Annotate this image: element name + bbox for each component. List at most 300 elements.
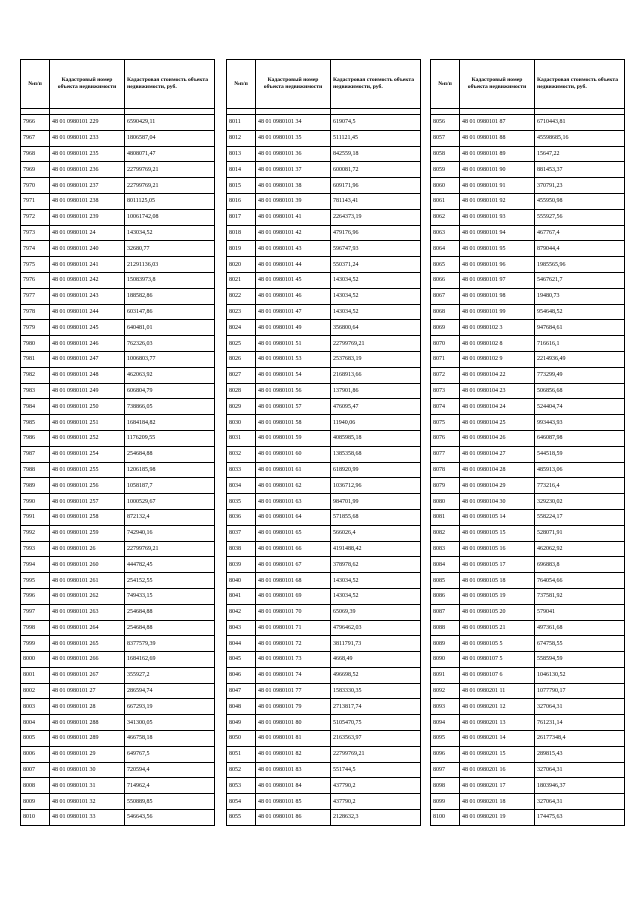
cell-cadastral-number: 48 01 0980104 22 bbox=[460, 367, 535, 383]
table-row bbox=[21, 794, 215, 810]
cell-cadastral-value: 254684,88 bbox=[125, 446, 215, 462]
cell-cadastral-number: 48 01 0980104 30 bbox=[460, 494, 535, 510]
cell-num: 8019 bbox=[227, 241, 256, 257]
cell-num: 8057 bbox=[431, 130, 460, 146]
cell-cadastral-value: 737581,92 bbox=[535, 588, 625, 604]
cell-num: 7975 bbox=[21, 257, 50, 273]
cell-cadastral-value: 497361,68 bbox=[535, 620, 625, 636]
cell-num: 8068 bbox=[431, 304, 460, 320]
cell-cadastral-value: 65069,39 bbox=[331, 604, 421, 620]
cell-cadastral-value: 714962,4 bbox=[125, 778, 215, 794]
cell-num: 7987 bbox=[21, 446, 50, 462]
cell-num: 8065 bbox=[431, 257, 460, 273]
cell-cadastral-value: 4668,49 bbox=[331, 652, 421, 668]
cell-cadastral-value: 8011125,05 bbox=[125, 193, 215, 209]
cell-num: 8039 bbox=[227, 557, 256, 573]
table-row bbox=[431, 509, 625, 525]
table-row bbox=[21, 225, 215, 241]
cell-num: 8080 bbox=[431, 494, 460, 510]
table-row bbox=[227, 699, 421, 715]
cell-cadastral-number: 48 01 0980201 16 bbox=[460, 762, 535, 778]
cell-cadastral-number: 48 01 0980101 80 bbox=[256, 715, 331, 731]
table-row bbox=[21, 699, 215, 715]
cell-cadastral-value: 2537683,19 bbox=[331, 351, 421, 367]
cell-cadastral-value: 720594,4 bbox=[125, 762, 215, 778]
cell-cadastral-number: 48 01 0980101 60 bbox=[256, 446, 331, 462]
header-value: Кадастровая стоимость объекта недвижимости, руб. bbox=[331, 60, 421, 109]
cell-cadastral-number: 48 01 0980101 30 bbox=[50, 762, 125, 778]
cell-cadastral-number: 48 01 0980101 53 bbox=[256, 351, 331, 367]
cell-num: 8018 bbox=[227, 225, 256, 241]
cell-cadastral-value: 781143,41 bbox=[331, 193, 421, 209]
table-row bbox=[227, 446, 421, 462]
cell-num: 8022 bbox=[227, 288, 256, 304]
cell-cadastral-number: 48 01 0980101 238 bbox=[50, 193, 125, 209]
table-row bbox=[21, 588, 215, 604]
cell-cadastral-number: 48 01 0980107 5 bbox=[460, 652, 535, 668]
cell-num: 8059 bbox=[431, 162, 460, 178]
cell-cadastral-value: 1077790,17 bbox=[535, 683, 625, 699]
table-row bbox=[431, 525, 625, 541]
cell-num: 8087 bbox=[431, 604, 460, 620]
header-num: №п/п bbox=[21, 60, 50, 109]
cell-num: 8067 bbox=[431, 288, 460, 304]
cell-num: 8097 bbox=[431, 762, 460, 778]
cell-cadastral-number: 48 01 0980101 49 bbox=[256, 320, 331, 336]
table-row bbox=[227, 430, 421, 446]
table-row bbox=[431, 762, 625, 778]
cell-cadastral-number: 48 01 0980101 239 bbox=[50, 209, 125, 225]
cell-cadastral-number: 48 01 0980101 68 bbox=[256, 573, 331, 589]
cell-cadastral-value: 579041 bbox=[535, 604, 625, 620]
table-row bbox=[431, 462, 625, 478]
cell-num: 8049 bbox=[227, 715, 256, 731]
cell-cadastral-number: 48 01 0980101 266 bbox=[50, 652, 125, 668]
cell-num: 8061 bbox=[431, 193, 460, 209]
table-row bbox=[21, 193, 215, 209]
cell-cadastral-value: 2713817,74 bbox=[331, 699, 421, 715]
cell-cadastral-value: 289815,43 bbox=[535, 746, 625, 762]
table-row bbox=[227, 604, 421, 620]
cell-num: 7984 bbox=[21, 399, 50, 415]
cell-cadastral-value: 558594,59 bbox=[535, 652, 625, 668]
table-row bbox=[227, 762, 421, 778]
cell-cadastral-value: 1583330,35 bbox=[331, 683, 421, 699]
cell-cadastral-value: 1176209,55 bbox=[125, 430, 215, 446]
cell-cadastral-number: 48 01 0980101 90 bbox=[460, 162, 535, 178]
cell-cadastral-number: 48 01 0980101 83 bbox=[256, 762, 331, 778]
cell-cadastral-value: 619074,5 bbox=[331, 115, 421, 131]
table-row bbox=[21, 146, 215, 162]
cell-num: 8044 bbox=[227, 636, 256, 652]
table-row bbox=[431, 272, 625, 288]
cell-cadastral-value: 1206185,98 bbox=[125, 462, 215, 478]
cell-cadastral-value: 437790,2 bbox=[331, 794, 421, 810]
table-row bbox=[21, 557, 215, 573]
cell-cadastral-number: 48 01 0980104 27 bbox=[460, 446, 535, 462]
cell-cadastral-value: 842559,18 bbox=[331, 146, 421, 162]
cell-cadastral-number: 48 01 0980101 97 bbox=[460, 272, 535, 288]
table-row bbox=[431, 810, 625, 826]
cell-cadastral-number: 48 01 0980101 56 bbox=[256, 383, 331, 399]
table-row bbox=[431, 478, 625, 494]
cell-cadastral-value: 558224,17 bbox=[535, 509, 625, 525]
cell-cadastral-number: 48 01 0980101 265 bbox=[50, 636, 125, 652]
cell-cadastral-number: 48 01 0980101 255 bbox=[50, 462, 125, 478]
cell-cadastral-number: 48 01 0980101 242 bbox=[50, 272, 125, 288]
cell-cadastral-value: 4085985,18 bbox=[331, 430, 421, 446]
cell-num: 7968 bbox=[21, 146, 50, 162]
cell-num: 8040 bbox=[227, 573, 256, 589]
cell-cadastral-value: 479176,96 bbox=[331, 225, 421, 241]
cell-num: 8088 bbox=[431, 620, 460, 636]
table-row bbox=[227, 494, 421, 510]
table-row bbox=[431, 399, 625, 415]
cell-num: 8089 bbox=[431, 636, 460, 652]
table-row bbox=[21, 778, 215, 794]
cell-num: 8031 bbox=[227, 430, 256, 446]
cell-cadastral-value: 355927,2 bbox=[125, 667, 215, 683]
cell-num: 8073 bbox=[431, 383, 460, 399]
cell-num: 8013 bbox=[227, 146, 256, 162]
table-row bbox=[21, 636, 215, 652]
cell-num: 8062 bbox=[431, 209, 460, 225]
table-row bbox=[227, 509, 421, 525]
cell-num: 7992 bbox=[21, 525, 50, 541]
cell-cadastral-number: 48 01 0980101 26 bbox=[50, 541, 125, 557]
cell-num: 7969 bbox=[21, 162, 50, 178]
cell-cadastral-number: 48 01 0980101 31 bbox=[50, 778, 125, 794]
cell-cadastral-value: 462063,92 bbox=[125, 367, 215, 383]
cell-cadastral-value: 1803946,37 bbox=[535, 778, 625, 794]
cell-cadastral-number: 48 01 0980101 251 bbox=[50, 415, 125, 431]
cell-cadastral-number: 48 01 0980102 8 bbox=[460, 336, 535, 352]
cell-cadastral-number: 48 01 0980101 96 bbox=[460, 257, 535, 273]
cell-cadastral-value: 993443,93 bbox=[535, 415, 625, 431]
cell-num: 7978 bbox=[21, 304, 50, 320]
cell-num: 8078 bbox=[431, 462, 460, 478]
cell-cadastral-value: 1806587,04 bbox=[125, 130, 215, 146]
table-row bbox=[21, 509, 215, 525]
cell-cadastral-number: 48 01 0980105 19 bbox=[460, 588, 535, 604]
cell-num: 7994 bbox=[21, 557, 50, 573]
table-row bbox=[227, 541, 421, 557]
cell-num: 7971 bbox=[21, 193, 50, 209]
cell-cadastral-value: 462062,92 bbox=[535, 541, 625, 557]
cell-cadastral-value: 879044,4 bbox=[535, 241, 625, 257]
cell-num: 7988 bbox=[21, 462, 50, 478]
cell-cadastral-number: 48 01 0980105 17 bbox=[460, 557, 535, 573]
cell-cadastral-number: 48 01 0980101 93 bbox=[460, 209, 535, 225]
cell-cadastral-value: 511121,45 bbox=[331, 130, 421, 146]
cell-num: 8100 bbox=[431, 810, 460, 826]
cell-cadastral-value: 872132,4 bbox=[125, 509, 215, 525]
cell-num: 8098 bbox=[431, 778, 460, 794]
table-row bbox=[227, 383, 421, 399]
cell-num: 8054 bbox=[227, 794, 256, 810]
cell-cadastral-number: 48 01 0980101 65 bbox=[256, 525, 331, 541]
cell-cadastral-value: 773216,4 bbox=[535, 478, 625, 494]
cell-cadastral-number: 48 01 0980104 24 bbox=[460, 399, 535, 415]
cell-cadastral-value: 143034,52 bbox=[125, 225, 215, 241]
table-row bbox=[431, 573, 625, 589]
table-row bbox=[431, 683, 625, 699]
cell-cadastral-number: 48 01 0980105 5 bbox=[460, 636, 535, 652]
cell-cadastral-number: 48 01 0980105 18 bbox=[460, 573, 535, 589]
table-row bbox=[431, 699, 625, 715]
cell-cadastral-number: 48 01 0980101 243 bbox=[50, 288, 125, 304]
header-num: №п/п bbox=[431, 60, 460, 109]
table-row bbox=[431, 367, 625, 383]
table-row bbox=[21, 257, 215, 273]
table-row bbox=[21, 525, 215, 541]
cell-num: 7980 bbox=[21, 336, 50, 352]
cell-cadastral-number: 48 01 0980101 35 bbox=[256, 130, 331, 146]
table-row bbox=[431, 178, 625, 194]
cell-cadastral-value: 254152,55 bbox=[125, 573, 215, 589]
cell-cadastral-number: 48 01 0980101 73 bbox=[256, 652, 331, 668]
cell-cadastral-value: 1036712,96 bbox=[331, 478, 421, 494]
cell-cadastral-number: 48 01 0980101 79 bbox=[256, 699, 331, 715]
cell-cadastral-number: 48 01 0980201 11 bbox=[460, 683, 535, 699]
cell-cadastral-value: 571855,68 bbox=[331, 509, 421, 525]
cell-num: 8092 bbox=[431, 683, 460, 699]
cell-num: 8005 bbox=[21, 731, 50, 747]
table-row bbox=[21, 241, 215, 257]
cell-cadastral-value: 1684184,82 bbox=[125, 415, 215, 431]
cell-num: 8081 bbox=[431, 509, 460, 525]
table-row bbox=[431, 130, 625, 146]
cell-cadastral-number: 48 01 0980101 98 bbox=[460, 288, 535, 304]
cell-cadastral-number: 48 01 0980101 72 bbox=[256, 636, 331, 652]
cell-cadastral-number: 48 01 0980101 254 bbox=[50, 446, 125, 462]
table-row bbox=[21, 115, 215, 131]
cell-cadastral-value: 2163563,97 bbox=[331, 731, 421, 747]
cell-cadastral-value: 496698,52 bbox=[331, 667, 421, 683]
cell-cadastral-value: 466758,18 bbox=[125, 731, 215, 747]
cell-cadastral-number: 48 01 0980201 18 bbox=[460, 794, 535, 810]
cell-num: 7966 bbox=[21, 115, 50, 131]
cell-cadastral-number: 48 01 0980101 77 bbox=[256, 683, 331, 699]
cell-cadastral-number: 48 01 0980101 246 bbox=[50, 336, 125, 352]
cell-cadastral-number: 48 01 0980101 47 bbox=[256, 304, 331, 320]
table-row bbox=[21, 573, 215, 589]
cell-num: 7967 bbox=[21, 130, 50, 146]
cell-num: 8032 bbox=[227, 446, 256, 462]
cell-cadastral-number: 48 01 0980101 33 bbox=[50, 810, 125, 826]
table-row bbox=[227, 336, 421, 352]
table-row bbox=[227, 272, 421, 288]
table-row bbox=[227, 636, 421, 652]
cell-cadastral-number: 48 01 0980101 59 bbox=[256, 430, 331, 446]
header-cadastral: Кадастровый номер объекта недвижимости bbox=[50, 60, 125, 109]
table-row bbox=[227, 620, 421, 636]
table-row bbox=[431, 304, 625, 320]
cell-num: 7970 bbox=[21, 178, 50, 194]
table-row bbox=[227, 225, 421, 241]
cell-num: 8085 bbox=[431, 573, 460, 589]
cell-cadastral-number: 48 01 0980101 74 bbox=[256, 667, 331, 683]
cell-num: 8001 bbox=[21, 667, 50, 683]
table-row bbox=[227, 257, 421, 273]
cell-cadastral-value: 22799769,21 bbox=[125, 178, 215, 194]
table-row bbox=[431, 541, 625, 557]
cell-cadastral-number: 48 01 0980101 70 bbox=[256, 604, 331, 620]
cell-cadastral-value: 467767,4 bbox=[535, 225, 625, 241]
cell-num: 8093 bbox=[431, 699, 460, 715]
cell-cadastral-number: 48 01 0980101 252 bbox=[50, 430, 125, 446]
cell-cadastral-value: 618920,99 bbox=[331, 462, 421, 478]
table-row bbox=[21, 304, 215, 320]
cell-num: 7997 bbox=[21, 604, 50, 620]
cell-cadastral-number: 48 01 0980101 67 bbox=[256, 557, 331, 573]
cell-cadastral-number: 48 01 0980101 260 bbox=[50, 557, 125, 573]
cell-cadastral-value: 596747,93 bbox=[331, 241, 421, 257]
cell-num: 7982 bbox=[21, 367, 50, 383]
cell-num: 8002 bbox=[21, 683, 50, 699]
cell-num: 8066 bbox=[431, 272, 460, 288]
cell-cadastral-value: 485913,06 bbox=[535, 462, 625, 478]
cell-num: 8029 bbox=[227, 399, 256, 415]
cell-cadastral-number: 48 01 0980101 43 bbox=[256, 241, 331, 257]
cell-cadastral-value: 444782,45 bbox=[125, 557, 215, 573]
cell-cadastral-value: 45598685,16 bbox=[535, 130, 625, 146]
cell-cadastral-value: 3811791,73 bbox=[331, 636, 421, 652]
table-row bbox=[21, 604, 215, 620]
table-row bbox=[431, 604, 625, 620]
cell-cadastral-number: 48 01 0980101 267 bbox=[50, 667, 125, 683]
cell-cadastral-number: 48 01 0980101 84 bbox=[256, 778, 331, 794]
cell-cadastral-value: 550371,24 bbox=[331, 257, 421, 273]
cell-cadastral-value: 674758,55 bbox=[535, 636, 625, 652]
table-row bbox=[227, 146, 421, 162]
table-row bbox=[21, 320, 215, 336]
cell-cadastral-value: 143034,52 bbox=[331, 272, 421, 288]
table-row bbox=[21, 683, 215, 699]
table-row bbox=[431, 241, 625, 257]
cell-num: 8030 bbox=[227, 415, 256, 431]
cell-cadastral-number: 48 01 0980101 54 bbox=[256, 367, 331, 383]
cell-num: 7977 bbox=[21, 288, 50, 304]
cell-cadastral-number: 48 01 0980201 12 bbox=[460, 699, 535, 715]
cell-cadastral-value: 455950,98 bbox=[535, 193, 625, 209]
cell-cadastral-number: 48 01 0980105 16 bbox=[460, 541, 535, 557]
cell-cadastral-number: 48 01 0980101 32 bbox=[50, 794, 125, 810]
cell-cadastral-number: 48 01 0980105 21 bbox=[460, 620, 535, 636]
cell-num: 8046 bbox=[227, 667, 256, 683]
cell-num: 7985 bbox=[21, 415, 50, 431]
cell-num: 8084 bbox=[431, 557, 460, 573]
cell-cadastral-number: 48 01 0980101 240 bbox=[50, 241, 125, 257]
cell-num: 8064 bbox=[431, 241, 460, 257]
table-row bbox=[227, 573, 421, 589]
cell-num: 8014 bbox=[227, 162, 256, 178]
table-row bbox=[227, 304, 421, 320]
cell-cadastral-value: 1006803,77 bbox=[125, 351, 215, 367]
table-row bbox=[227, 652, 421, 668]
table-row bbox=[21, 810, 215, 826]
table-row bbox=[227, 130, 421, 146]
cell-cadastral-value: 551744,5 bbox=[331, 762, 421, 778]
cell-cadastral-number: 48 01 0980101 71 bbox=[256, 620, 331, 636]
cell-num: 8071 bbox=[431, 351, 460, 367]
table-row bbox=[431, 778, 625, 794]
cell-num: 8023 bbox=[227, 304, 256, 320]
table-row bbox=[21, 415, 215, 431]
cell-cadastral-value: 11940,06 bbox=[331, 415, 421, 431]
cell-cadastral-number: 48 01 0980101 244 bbox=[50, 304, 125, 320]
cell-cadastral-value: 327064,31 bbox=[535, 699, 625, 715]
cell-cadastral-value: 143034,52 bbox=[331, 588, 421, 604]
header-num: №п/п bbox=[227, 60, 256, 109]
cell-cadastral-value: 137901,86 bbox=[331, 383, 421, 399]
cell-cadastral-number: 48 01 0980104 25 bbox=[460, 415, 535, 431]
table-row bbox=[227, 794, 421, 810]
cell-num: 8026 bbox=[227, 351, 256, 367]
table-row bbox=[21, 351, 215, 367]
cell-num: 8053 bbox=[227, 778, 256, 794]
table-row bbox=[431, 415, 625, 431]
cell-cadastral-value: 10061742,08 bbox=[125, 209, 215, 225]
table-row bbox=[227, 367, 421, 383]
cell-cadastral-number: 48 01 0980101 257 bbox=[50, 494, 125, 510]
table-row bbox=[227, 557, 421, 573]
cell-cadastral-number: 48 01 0980101 261 bbox=[50, 573, 125, 589]
table-row bbox=[227, 746, 421, 762]
cell-num: 7981 bbox=[21, 351, 50, 367]
table-row bbox=[431, 351, 625, 367]
cell-num: 8055 bbox=[227, 810, 256, 826]
cell-cadastral-number: 48 01 0980101 29 bbox=[50, 746, 125, 762]
table-row bbox=[21, 430, 215, 446]
table-row bbox=[431, 336, 625, 352]
cell-cadastral-value: 609171,96 bbox=[331, 178, 421, 194]
table-row bbox=[21, 130, 215, 146]
cell-cadastral-value: 4191488,42 bbox=[331, 541, 421, 557]
cell-cadastral-number: 48 01 0980101 37 bbox=[256, 162, 331, 178]
cell-cadastral-number: 48 01 0980101 27 bbox=[50, 683, 125, 699]
table-row bbox=[21, 746, 215, 762]
cell-cadastral-value: 476095,47 bbox=[331, 399, 421, 415]
table-row bbox=[431, 430, 625, 446]
cell-cadastral-number: 48 01 0980101 264 bbox=[50, 620, 125, 636]
cell-cadastral-value: 600081,72 bbox=[331, 162, 421, 178]
cell-cadastral-number: 48 01 0980101 64 bbox=[256, 509, 331, 525]
cell-cadastral-number: 48 01 0980104 23 bbox=[460, 383, 535, 399]
cell-cadastral-value: 370791,23 bbox=[535, 178, 625, 194]
table-row bbox=[227, 715, 421, 731]
cell-cadastral-value: 6710443,81 bbox=[535, 115, 625, 131]
cell-cadastral-number: 48 01 0980101 233 bbox=[50, 130, 125, 146]
table-row bbox=[21, 652, 215, 668]
cell-num: 8006 bbox=[21, 746, 50, 762]
table-row bbox=[227, 778, 421, 794]
table-row bbox=[21, 494, 215, 510]
cell-cadastral-value: 528071,91 bbox=[535, 525, 625, 541]
cell-cadastral-value: 437790,2 bbox=[331, 778, 421, 794]
cell-num: 7991 bbox=[21, 509, 50, 525]
cell-cadastral-number: 48 01 0980101 259 bbox=[50, 525, 125, 541]
cell-cadastral-number: 48 01 0980101 46 bbox=[256, 288, 331, 304]
table-row bbox=[21, 288, 215, 304]
table-row bbox=[227, 241, 421, 257]
cell-cadastral-value: 1985565,96 bbox=[535, 257, 625, 273]
table-row bbox=[227, 462, 421, 478]
cell-cadastral-number: 48 01 0980105 20 bbox=[460, 604, 535, 620]
table-row bbox=[21, 446, 215, 462]
table-row bbox=[227, 683, 421, 699]
cell-num: 8094 bbox=[431, 715, 460, 731]
